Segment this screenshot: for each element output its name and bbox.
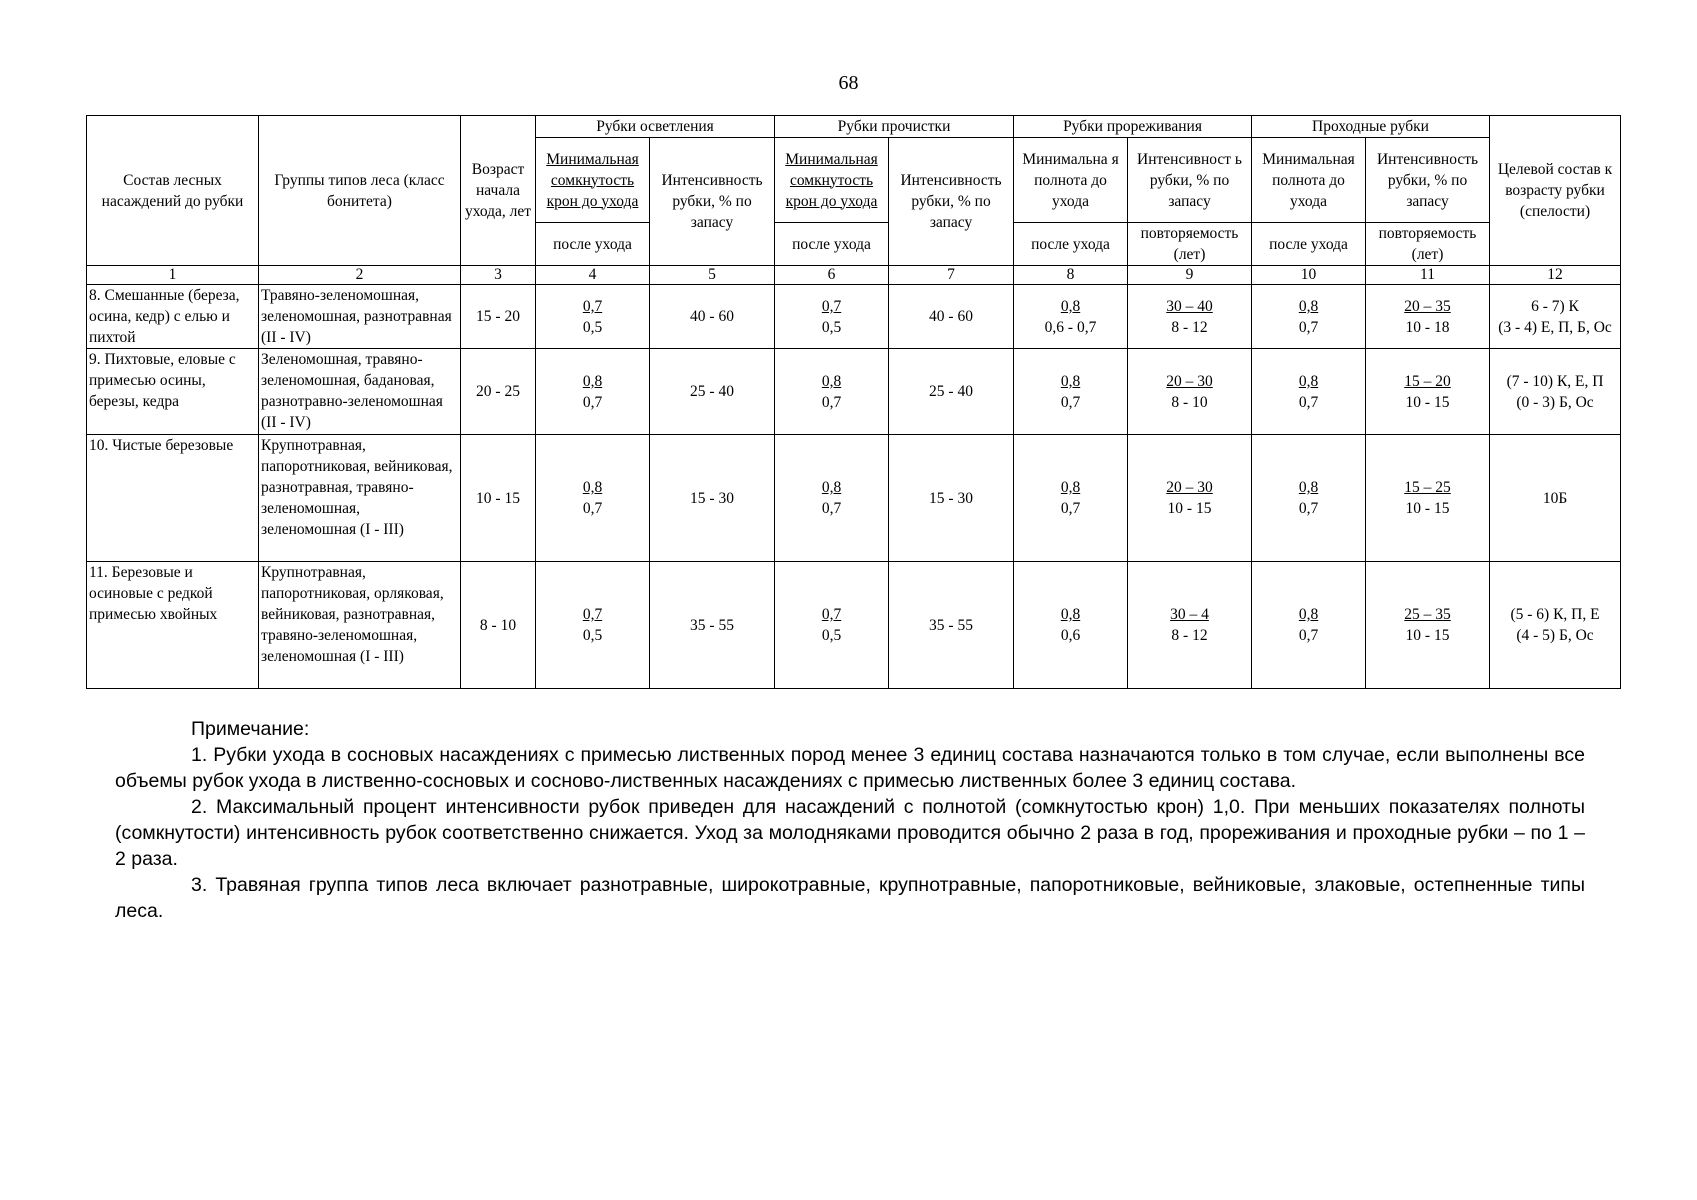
header-repeat-1: повторяемость (лет): [1128, 223, 1252, 266]
header-after-care-2: после ухода: [775, 223, 889, 266]
intensity-1-cell: 25 - 40: [650, 349, 775, 435]
table-row: [87, 562, 1621, 689]
header-intensity-1: Интенсивность рубки, % по запасу: [650, 138, 775, 266]
col-number: 3: [461, 266, 536, 285]
col-number: 7: [889, 266, 1014, 285]
header-composition: Состав лесных насаждений до рубки: [87, 116, 259, 266]
header-min-density-thinning: Минимальна я полнота до ухода: [1014, 138, 1128, 223]
intensity-1-cell: 15 - 30: [650, 435, 775, 562]
col-number: 6: [775, 266, 889, 285]
density-thinning-cell: 0,8 0,7: [1014, 435, 1128, 562]
forest-care-table: [86, 115, 1621, 689]
intensity-passing-cell: 15 – 25 10 - 15: [1366, 435, 1490, 562]
intensity-2-cell: 35 - 55: [889, 562, 1014, 689]
col-number: 11: [1366, 266, 1490, 285]
density-passing-cell: 0,8 0,7: [1252, 562, 1366, 689]
table-row: [87, 349, 1621, 435]
intensity-thinning-cell: 20 – 30 10 - 15: [1128, 435, 1252, 562]
crown-closure-1-cell: 0,8 0,7: [536, 435, 650, 562]
intensity-2-cell: 15 - 30: [889, 435, 1014, 562]
composition-cell: 8. Смешанные (береза, осина, кедр) с елью и пихтой: [87, 285, 259, 349]
crown-closure-1-cell: 0,7 0,5: [536, 562, 650, 689]
density-thinning-cell: 0,8 0,7: [1014, 349, 1128, 435]
col-number: 9: [1128, 266, 1252, 285]
intensity-1-cell: 35 - 55: [650, 562, 775, 689]
header-min-crown-closure-1: Минимальная сомкнутость крон до ухода: [536, 138, 650, 223]
age-cell: 15 - 20: [461, 285, 536, 349]
header-forest-groups: Группы типов леса (класс бонитета): [259, 116, 461, 266]
col-number: 12: [1490, 266, 1621, 285]
intensity-thinning-cell: 20 – 30 8 - 10: [1128, 349, 1252, 435]
density-passing-cell: 0,8 0,7: [1252, 285, 1366, 349]
crown-closure-2-cell: 0,7 0,5: [775, 285, 889, 349]
notes-title: Примечание:: [191, 718, 310, 740]
col-number: 2: [259, 266, 461, 285]
header-age-start: Возраст начала ухода, лет: [461, 116, 536, 266]
forest-groups-cell: Крупнотравная, папоротниковая, вейниковая, разнотравная, травяно-зеленомошная, зеленомошная (I - III): [259, 435, 461, 562]
crown-closure-2-cell: 0,7 0,5: [775, 562, 889, 689]
table-row: [87, 435, 1621, 562]
header-after-care-1: после ухода: [536, 223, 650, 266]
density-passing-cell: 0,8 0,7: [1252, 349, 1366, 435]
column-number-row: [87, 266, 1621, 285]
target-cell: 10Б: [1490, 435, 1621, 562]
intensity-thinning-cell: 30 – 4 8 - 12: [1128, 562, 1252, 689]
density-passing-cell: 0,8 0,7: [1252, 435, 1366, 562]
composition-cell: 10. Чистые березовые: [87, 435, 259, 562]
header-target: Целевой состав к возрасту рубки (спелости): [1490, 116, 1621, 266]
note-item: 1. Рубки ухода в сосновых насаждениях с примесью лиственных пород менее 3 единиц состава назначаются только в том случае, если выполнены все объемы рубок ухода в лиственно-сосновых и сосново-лиственных насаждениях с примесью лиственных более 3 единиц состава.: [115, 744, 1585, 792]
age-cell: 10 - 15: [461, 435, 536, 562]
col-number: 1: [87, 266, 259, 285]
intensity-1-cell: 40 - 60: [650, 285, 775, 349]
header-intensity-passing: Интенсивность рубки, % по запасу: [1366, 138, 1490, 223]
header-min-density-passing: Минимальная полнота до ухода: [1252, 138, 1366, 223]
target-cell: (7 - 10) К, Е, П (0 - 3) Б, Ос: [1490, 349, 1621, 435]
forest-groups-cell: Крупнотравная, папоротниковая, орляковая, вейниковая, разнотравная, травяно-зеленомошная, зеленомошная (I - III): [259, 562, 461, 689]
header-intensity-2: Интенсивность рубки, % по запасу: [889, 138, 1014, 266]
header-group-cleaning: Рубки прочистки: [775, 116, 1014, 138]
intensity-2-cell: 40 - 60: [889, 285, 1014, 349]
header-group-passing: Проходные рубки: [1252, 116, 1490, 138]
intensity-passing-cell: 25 – 35 10 - 15: [1366, 562, 1490, 689]
composition-cell: 9. Пихтовые, еловые с примесью осины, березы, кедра: [87, 349, 259, 435]
col-number: 8: [1014, 266, 1128, 285]
note-item: 2. Максимальный процент интенсивности рубок приведен для насаждений с полнотой (сомкнутостью крон) 1,0. При меньших показателях полноты (сомкнутости) интенсивность рубок соответственно снижается. Уход за молодняками проводится обычно 2 раза в год, прореживания и проходные рубки – по 1 – 2 раза.: [115, 796, 1585, 870]
notes-section: [115, 716, 1585, 924]
composition-cell: 11. Березовые и осиновые с редкой примесью хвойных: [87, 562, 259, 689]
header-repeat-2: повторяемость (лет): [1366, 223, 1490, 266]
intensity-passing-cell: 15 – 20 10 - 15: [1366, 349, 1490, 435]
table-row: [87, 285, 1621, 349]
density-thinning-cell: 0,8 0,6: [1014, 562, 1128, 689]
intensity-passing-cell: 20 – 35 10 - 18: [1366, 285, 1490, 349]
crown-closure-2-cell: 0,8 0,7: [775, 349, 889, 435]
crown-closure-1-cell: 0,8 0,7: [536, 349, 650, 435]
header-after-care-3: после ухода: [1014, 223, 1128, 266]
header-row-1: [87, 116, 1621, 138]
header-intensity-thinning: Интенсивност ь рубки, % по запасу: [1128, 138, 1252, 223]
crown-closure-2-cell: 0,8 0,7: [775, 435, 889, 562]
age-cell: 8 - 10: [461, 562, 536, 689]
header-group-thinning: Рубки прореживания: [1014, 116, 1252, 138]
crown-closure-1-cell: 0,7 0,5: [536, 285, 650, 349]
forest-groups-cell: Зеленомошная, травяно-зеленомошная, бадановая, разнотравно-зеленомошная (II - IV): [259, 349, 461, 435]
header-min-crown-closure-2: Минимальная сомкнутость крон до ухода: [775, 138, 889, 223]
note-item: 3. Травяная группа типов леса включает разнотравные, широкотравные, крупнотравные, папоротниковые, вейниковые, злаковые, остепненные типы леса.: [115, 874, 1585, 922]
intensity-thinning-cell: 30 – 40 8 - 12: [1128, 285, 1252, 349]
page-number: 68: [838, 72, 859, 94]
header-group-lightening: Рубки осветления: [536, 116, 775, 138]
col-number: 10: [1252, 266, 1366, 285]
density-thinning-cell: 0,8 0,6 - 0,7: [1014, 285, 1128, 349]
col-number: 5: [650, 266, 775, 285]
col-number: 4: [536, 266, 650, 285]
header-after-care-4: после ухода: [1252, 223, 1366, 266]
intensity-2-cell: 25 - 40: [889, 349, 1014, 435]
age-cell: 20 - 25: [461, 349, 536, 435]
target-cell: 6 - 7) К (3 - 4) Е, П, Б, Ос: [1490, 285, 1621, 349]
forest-groups-cell: Травяно-зеленомошная, зеленомошная, разнотравная (II - IV): [259, 285, 461, 349]
target-cell: (5 - 6) К, П, Е (4 - 5) Б, Ос: [1490, 562, 1621, 689]
